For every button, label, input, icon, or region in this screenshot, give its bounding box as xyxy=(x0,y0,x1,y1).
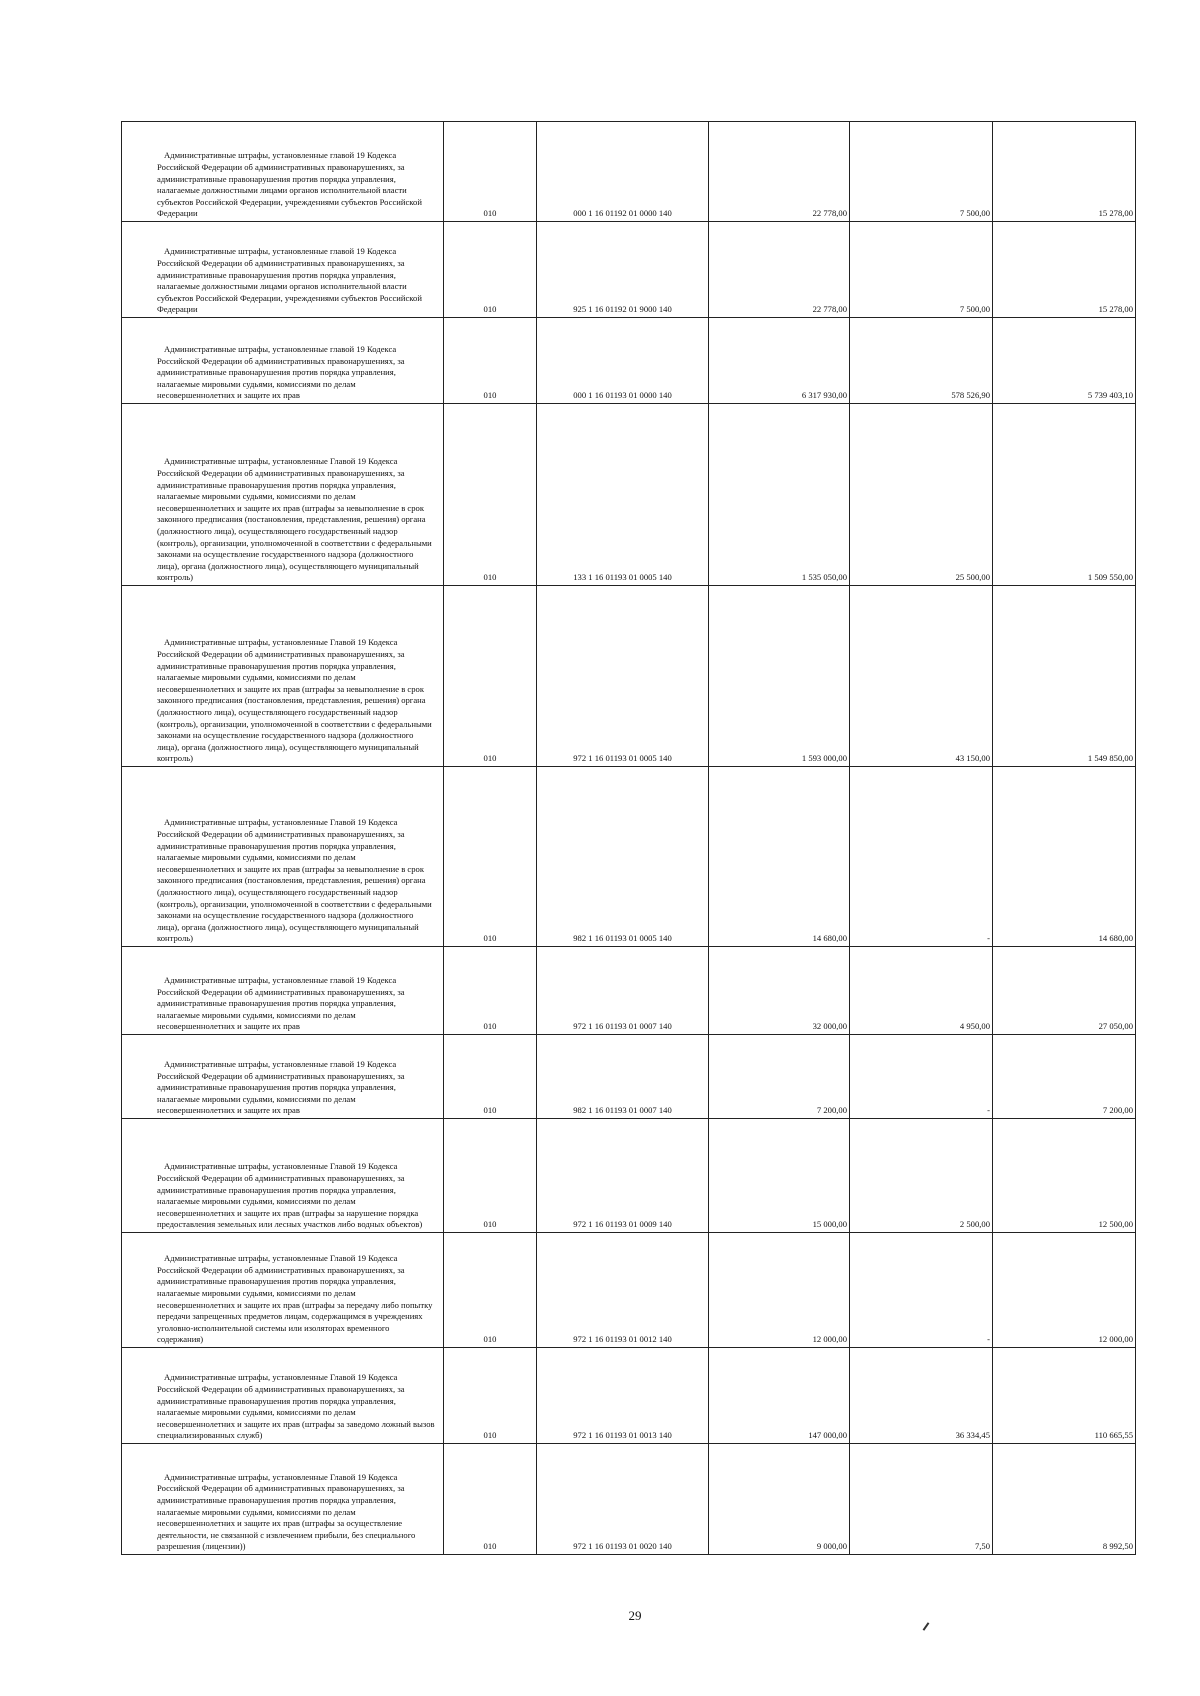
row-description: Административные штрафы, установленные главой 19 Кодекса Российской Федерации об административных правонарушениях, за административные правонарушения против порядка управления, налагаемые должностными лицами органов исполнительной власти субъектов Российской Федерации, учреждениями субъектов Российской Федерации xyxy=(122,222,444,318)
row-executed-amount: - xyxy=(850,1035,993,1119)
row-unexecuted-amount: 1 509 550,00 xyxy=(993,404,1136,586)
row-approved-amount: 22 778,00 xyxy=(709,222,850,318)
report-table-container xyxy=(121,121,1135,1555)
row-code: 010 xyxy=(444,947,537,1035)
row-budget-code: 972 1 16 01193 01 0007 140 xyxy=(537,947,709,1035)
row-code: 010 xyxy=(444,222,537,318)
row-code: 010 xyxy=(444,767,537,947)
row-code: 010 xyxy=(444,404,537,586)
table-row xyxy=(122,404,1136,586)
row-executed-amount: - xyxy=(850,1233,993,1348)
row-unexecuted-amount: 14 680,00 xyxy=(993,767,1136,947)
row-approved-amount: 1 593 000,00 xyxy=(709,586,850,767)
row-unexecuted-amount: 1 549 850,00 xyxy=(993,586,1136,767)
row-code: 010 xyxy=(444,318,537,404)
row-budget-code: 972 1 16 01193 01 0005 140 xyxy=(537,586,709,767)
row-unexecuted-amount: 110 665,55 xyxy=(993,1348,1136,1444)
row-code: 010 xyxy=(444,1119,537,1233)
row-executed-amount: 25 500,00 xyxy=(850,404,993,586)
row-description: Административные штрафы, установленные Главой 19 Кодекса Российской Федерации об административных правонарушениях, за административные правонарушения против порядка управления, налагаемые мировыми судьями, комиссиями по делам несовершеннолетних и защите их прав (штрафы за передачу либо попытку передачи запрещенных предметов лицам, содержащимся в учреждениях уголовно-исполнительной системы или изоляторах временного содержания) xyxy=(122,1233,444,1348)
row-unexecuted-amount: 8 992,50 xyxy=(993,1444,1136,1555)
row-description: Административные штрафы, установленные главой 19 Кодекса Российской Федерации об административных правонарушениях, за административные правонарушения против порядка управления, налагаемые мировыми судьями, комиссиями по делам несовершеннолетних и защите их прав xyxy=(122,947,444,1035)
row-unexecuted-amount: 12 500,00 xyxy=(993,1119,1136,1233)
row-code: 010 xyxy=(444,1444,537,1555)
row-description: Административные штрафы, установленные Главой 19 Кодекса Российской Федерации об административных правонарушениях, за административные правонарушения против порядка управления, налагаемые мировыми судьями, комиссиями по делам несовершеннолетних и защите их прав (штрафы за нарушение порядка предоставления земельных или лесных участков либо водных объектов) xyxy=(122,1119,444,1233)
row-budget-code: 925 1 16 01192 01 9000 140 xyxy=(537,222,709,318)
row-budget-code: 000 1 16 01192 01 0000 140 xyxy=(537,122,709,222)
row-description: Административные штрафы, установленные Главой 19 Кодекса Российской Федерации об административных правонарушениях, за административные правонарушения против порядка управления, налагаемые мировыми судьями, комиссиями по делам несовершеннолетних и защите их прав (штрафы за невыполнение в срок законного предписания (постановления, представления, решения) органа (должностного лица), осуществляющего государственный надзор (контроль), организации, уполномоченной в соответствии с федеральными законами на осуществление государственного надзора (должностного лица), органа (должностного лица), осуществляющего муниципальный контроль) xyxy=(122,586,444,767)
row-code: 010 xyxy=(444,1348,537,1444)
row-executed-amount: 2 500,00 xyxy=(850,1119,993,1233)
table-row xyxy=(122,1348,1136,1444)
row-unexecuted-amount: 15 278,00 xyxy=(993,122,1136,222)
row-approved-amount: 7 200,00 xyxy=(709,1035,850,1119)
row-approved-amount: 1 535 050,00 xyxy=(709,404,850,586)
row-description: Административные штрафы, установленные Главой 19 Кодекса Российской Федерации об административных правонарушениях, за административные правонарушения против порядка управления, налагаемые мировыми судьями, комиссиями по делам несовершеннолетних и защите их прав (штрафы за невыполнение в срок законного предписания (постановления, представления, решения) органа (должностного лица), осуществляющего государственный надзор (контроль), организации, уполномоченной в соответствии с федеральными законами на осуществление государственного надзора (должностного лица), органа (должностного лица), осуществляющего муниципальный контроль) xyxy=(122,767,444,947)
row-description: Административные штрафы, установленные Главой 19 Кодекса Российской Федерации об административных правонарушениях, за административные правонарушения против порядка управления, налагаемые мировыми судьями, комиссиями по делам несовершеннолетних и защите их прав (штрафы за невыполнение в срок законного предписания (постановления, представления, решения) органа (должностного лица), осуществляющего государственный надзор (контроль), организации, уполномоченной в соответствии с федеральными законами на осуществление государственного надзора (должностного лица), органа (должностного лица), осуществляющего муниципальный контроль) xyxy=(122,404,444,586)
row-executed-amount: 578 526,90 xyxy=(850,318,993,404)
row-description: Административные штрафы, установленные главой 19 Кодекса Российской Федерации об административных правонарушениях, за административные правонарушения против порядка управления, налагаемые мировыми судьями, комиссиями по делам несовершеннолетних и защите их прав xyxy=(122,1035,444,1119)
table-row xyxy=(122,767,1136,947)
table-row xyxy=(122,1119,1136,1233)
row-approved-amount: 22 778,00 xyxy=(709,122,850,222)
row-unexecuted-amount: 12 000,00 xyxy=(993,1233,1136,1348)
row-executed-amount: 7 500,00 xyxy=(850,222,993,318)
row-budget-code: 972 1 16 01193 01 0009 140 xyxy=(537,1119,709,1233)
table-body xyxy=(122,122,1136,1555)
row-approved-amount: 32 000,00 xyxy=(709,947,850,1035)
row-code: 010 xyxy=(444,1233,537,1348)
table-row xyxy=(122,586,1136,767)
row-budget-code: 972 1 16 01193 01 0012 140 xyxy=(537,1233,709,1348)
table-row xyxy=(122,1035,1136,1119)
row-unexecuted-amount: 5 739 403,10 xyxy=(993,318,1136,404)
table-row xyxy=(122,1233,1136,1348)
row-approved-amount: 14 680,00 xyxy=(709,767,850,947)
row-budget-code: 982 1 16 01193 01 0007 140 xyxy=(537,1035,709,1119)
row-executed-amount: 7 500,00 xyxy=(850,122,993,222)
row-executed-amount: 4 950,00 xyxy=(850,947,993,1035)
table-row xyxy=(122,947,1136,1035)
row-executed-amount: 36 334,45 xyxy=(850,1348,993,1444)
row-budget-code: 972 1 16 01193 01 0013 140 xyxy=(537,1348,709,1444)
row-code: 010 xyxy=(444,122,537,222)
row-code: 010 xyxy=(444,586,537,767)
row-budget-code: 982 1 16 01193 01 0005 140 xyxy=(537,767,709,947)
row-budget-code: 000 1 16 01193 01 0000 140 xyxy=(537,318,709,404)
row-unexecuted-amount: 27 050,00 xyxy=(993,947,1136,1035)
row-executed-amount: - xyxy=(850,767,993,947)
revenue-table xyxy=(121,121,1136,1555)
table-row xyxy=(122,222,1136,318)
table-row xyxy=(122,318,1136,404)
row-description: Административные штрафы, установленные главой 19 Кодекса Российской Федерации об административных правонарушениях, за административные правонарушения против порядка управления, налагаемые должностными лицами органов исполнительной власти субъектов Российской Федерации, учреждениями субъектов Российской Федерации xyxy=(122,122,444,222)
row-description: Административные штрафы, установленные главой 19 Кодекса Российской Федерации об административных правонарушениях, за административные правонарушения против порядка управления, налагаемые мировыми судьями, комиссиями по делам несовершеннолетних и защите их прав xyxy=(122,318,444,404)
row-approved-amount: 9 000,00 xyxy=(709,1444,850,1555)
row-code: 010 xyxy=(444,1035,537,1119)
row-budget-code: 133 1 16 01193 01 0005 140 xyxy=(537,404,709,586)
row-approved-amount: 147 000,00 xyxy=(709,1348,850,1444)
row-description: Административные штрафы, установленные Главой 19 Кодекса Российской Федерации об административных правонарушениях, за административные правонарушения против порядка управления, налагаемые мировыми судьями, комиссиями по делам несовершеннолетних и защите их прав (штрафы за заведомо ложный вызов специализированных служб) xyxy=(122,1348,444,1444)
row-unexecuted-amount: 15 278,00 xyxy=(993,222,1136,318)
table-row xyxy=(122,122,1136,222)
page-number: 29 xyxy=(628,1608,642,1623)
row-approved-amount: 12 000,00 xyxy=(709,1233,850,1348)
row-description: Административные штрафы, установленные Главой 19 Кодекса Российской Федерации об административных правонарушениях, за административные правонарушения против порядка управления, налагаемые мировыми судьями, комиссиями по делам несовершеннолетних и защите их прав (штрафы за осуществление деятельности, не связанной с извлечением прибыли, без специального разрешения (лицензии)) xyxy=(122,1444,444,1555)
row-approved-amount: 15 000,00 xyxy=(709,1119,850,1233)
row-approved-amount: 6 317 930,00 xyxy=(709,318,850,404)
row-budget-code: 972 1 16 01193 01 0020 140 xyxy=(537,1444,709,1555)
row-executed-amount: 7,50 xyxy=(850,1444,993,1555)
table-row xyxy=(122,1444,1136,1555)
row-executed-amount: 43 150,00 xyxy=(850,586,993,767)
row-unexecuted-amount: 7 200,00 xyxy=(993,1035,1136,1119)
